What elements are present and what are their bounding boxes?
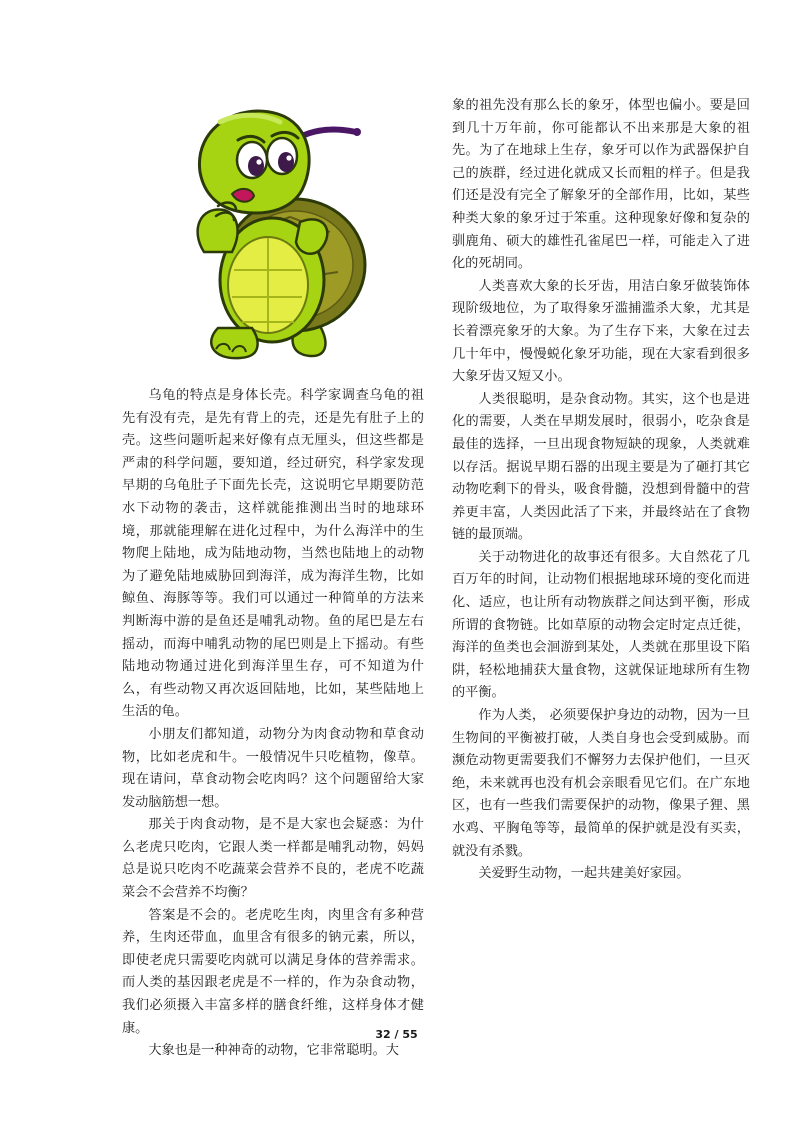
- right-text-column: [452, 95, 750, 886]
- paragraph: 那关于肉食动物，是不是大家也会疑惑：为什么老虎只吃肉，它跟人类一样都是哺乳动物，妈妈总是说只吃肉不吃蔬菜会营养不良的，老虎不吃蔬菜会不会营养不均衡？: [122, 817, 424, 901]
- paragraph: 人类很聪明，是杂食动物。其实，这个也是进化的需要，人类在早期发展时，很弱小，吃杂食是最佳的选择，一旦出现食物短缺的现象，人类就难以存活。据说早期石器的出现主要是为了砸打其它动物吃剩下的骨头，吸食骨髓，没想到骨髓中的营养更丰富，人类因此活了下来，并最终站在了食物链的最顶端。: [452, 391, 750, 543]
- paragraph: 大象也是一种神奇的动物，它非常聪明。大: [148, 1043, 399, 1059]
- turtle-cartoon-icon: [160, 102, 400, 364]
- paragraph: 乌龟的特点是身体长壳。科学家调查乌龟的祖先有没有壳，是先有背上的壳，还是先有肚子上的壳。这些问题听起来好像有点无厘头，但这些都是严肃的科学问题，要知道，经过研究，科学家发现早期的乌龟肚子下面先长壳，这说明它早期要防范水下动物的袭击，这样就能推测出当时的地球环境，那就能理解在进化过程中，为什么海洋中的生物爬上陆地，成为陆地动物，当然也陆地上的动物为了避免陆地威胁回到海洋，成为海洋生物，比如鲸鱼、海豚等等。我们可以通过一种简单的方法来判断海中游的是鱼还是哺乳动物。鱼的尾巴是左右摇动，而海中哺乳动物的尾巴则是上下摇动。有些陆地动物通过进化到海洋里生存，可不知道为什么，有些动物又再次返回陆地，比如，某些陆地上生活的龟。: [122, 388, 424, 720]
- paragraph-continuation: 象的祖先没有那么长的象牙，体型也偏小。要是回到几十万年前，你可能都认不出来那是大象的祖先。为了在地球上生存，象牙可以作为武器保护自己的族群，经过进化就成又长而粗的样子。但是我们还是没有完全了解象牙的全部作用，比如，某些种类大象的象牙过于笨重。这种现象好像和复杂的驯鹿角、硕大的雄性孔雀尾巴一样，可能走入了进化的死胡同。: [452, 98, 750, 272]
- paragraph: 关爱野生动物，一起共建美好家园。: [478, 866, 690, 882]
- paragraph: 人类喜欢大象的长牙齿，用洁白象牙做装饰体现阶级地位，为了取得象牙滥捕滥杀大象，尤其是长着漂亮象牙的大象。为了生存下来，大象在过去几十年中，慢慢蜕化象牙功能，现在大家看到很多大象牙齿又短又小。: [452, 278, 750, 385]
- paragraph: 小朋友们都知道，动物分为肉食动物和草食动物，比如老虎和牛。一般情况牛只吃植物，像草。现在请问，草食动物会吃肉吗？这个问题留给大家发动脑筋想一想。: [122, 726, 424, 810]
- left-text-column: [122, 385, 424, 1063]
- page-number: 32 / 55: [375, 1028, 418, 1041]
- paragraph: 作为人类， 必须要保护身边的动物，因为一旦生物间的平衡被打破，人类自身也会受到威胁。而濒危动物更需要我们不懈努力去保护他们，一旦灭绝，未来就再也没有机会亲眼看见它们。在广东地区，也有一些我们需要保护的动物，像果子狸、黑水鸡、平胸龟等等，最简单的保护就是没有买卖，就没有杀戮。: [452, 708, 750, 859]
- paragraph: 答案是不会的。老虎吃生肉，肉里含有多种营养，生肉还带血，血里含有很多的钠元素，所以，即使老虎只需要吃肉就可以满足身体的营养需求。而人类的基因跟老虎是不一样的，作为杂食动物，我们必须摄入丰富多样的膳食纤维，这样身体才健康。: [122, 907, 424, 1036]
- paragraph: 关于动物进化的故事还有很多。大自然花了几百万年的时间，让动物们根据地球环境的变化而进化、适应，也让所有动物族群之间达到平衡，形成所谓的食物链。比如草原的动物会定时定点迁徙，海洋的鱼类也会洄游到某处，人类就在那里设下陷阱，轻松地捕获大量食物，这就保证地球所有生物的平衡。: [452, 549, 750, 701]
